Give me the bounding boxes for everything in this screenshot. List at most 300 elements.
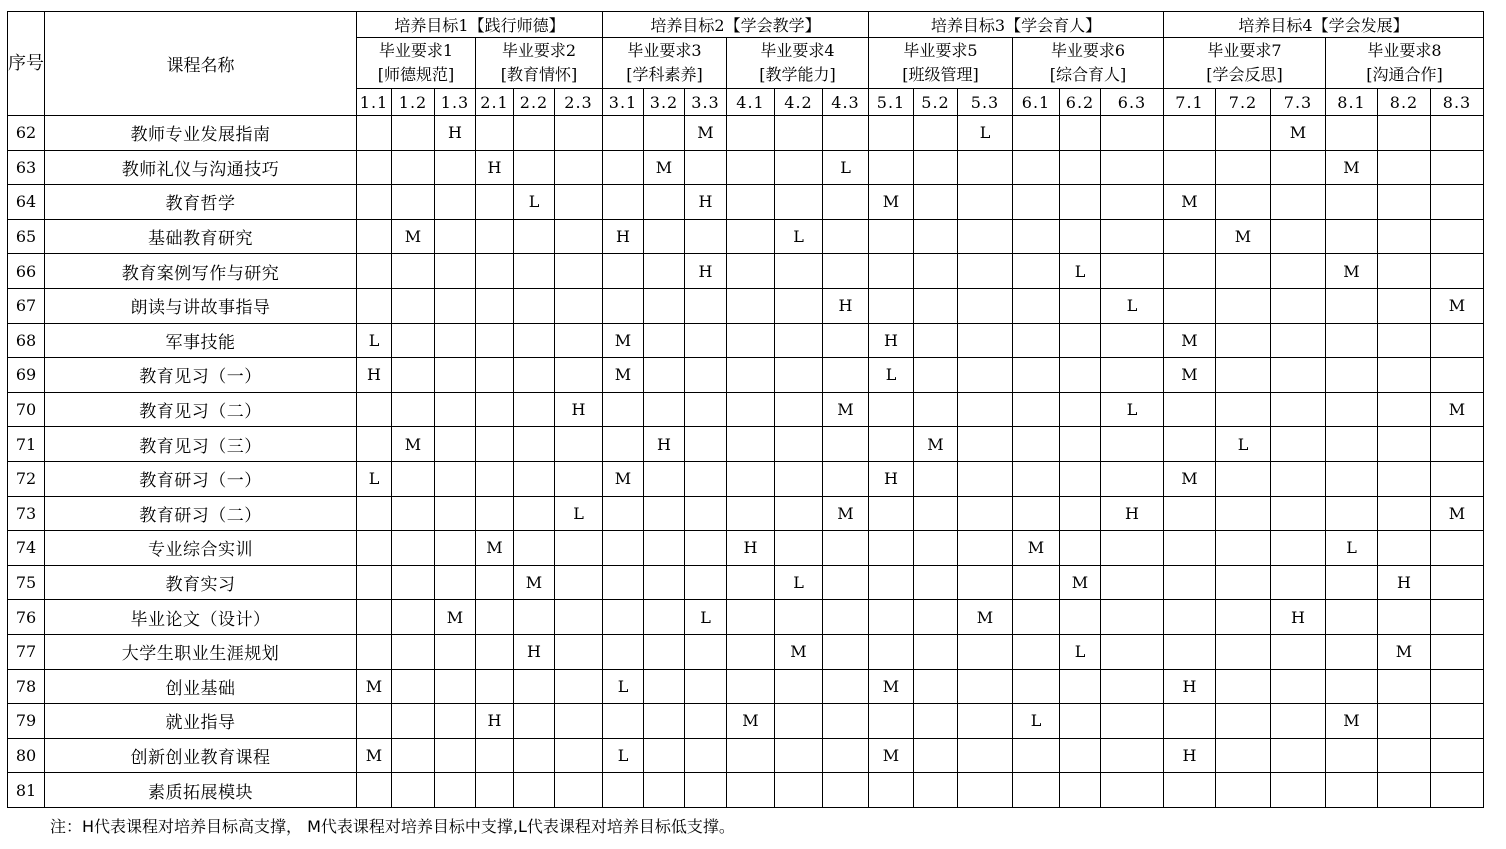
table-row [8, 461, 1484, 496]
support-level-cell [727, 254, 775, 289]
support-level-cell [914, 116, 958, 151]
indicator-point-header: 7.1 [1164, 89, 1216, 116]
support-level-cell [914, 634, 958, 669]
support-level-cell [1013, 150, 1060, 185]
support-level-cell [1216, 461, 1271, 496]
support-level-cell [644, 254, 685, 289]
support-level-cell [1378, 358, 1431, 393]
support-level-cell [914, 358, 958, 393]
support-level-cell [1216, 773, 1271, 808]
support-level-cell [392, 531, 435, 566]
support-level-cell [514, 392, 555, 427]
support-level-cell [958, 254, 1013, 289]
support-level-cell: H [869, 323, 914, 358]
support-level-cell [823, 427, 869, 462]
support-level-cell [392, 392, 435, 427]
support-level-cell: L [1101, 392, 1164, 427]
support-level-cell [1271, 496, 1326, 531]
support-level-cell [869, 219, 914, 254]
support-level-cell: L [775, 219, 823, 254]
support-level-cell [1326, 496, 1378, 531]
support-level-cell [727, 427, 775, 462]
support-level-cell [476, 185, 514, 220]
support-level-cell [555, 219, 603, 254]
support-level-cell [555, 600, 603, 635]
indicator-point-header: 6.2 [1060, 89, 1101, 116]
support-level-cell [476, 600, 514, 635]
support-level-cell [435, 185, 476, 220]
requirement-header [357, 38, 476, 89]
support-level-cell [685, 669, 727, 704]
support-level-cell: H [685, 185, 727, 220]
support-level-cell [1216, 185, 1271, 220]
support-level-cell [435, 634, 476, 669]
support-level-cell: M [392, 219, 435, 254]
support-level-cell [958, 392, 1013, 427]
support-level-cell [555, 358, 603, 393]
support-level-cell: L [775, 565, 823, 600]
support-level-cell [869, 288, 914, 323]
support-level-cell [392, 150, 435, 185]
support-level-cell [685, 738, 727, 773]
support-level-cell: M [1378, 634, 1431, 669]
support-level-cell [555, 531, 603, 566]
support-level-cell [514, 254, 555, 289]
support-level-cell [644, 392, 685, 427]
support-level-cell [357, 600, 392, 635]
support-level-cell [1431, 634, 1484, 669]
course-name: 教育哲学 [45, 185, 357, 220]
support-level-cell [1378, 150, 1431, 185]
support-level-cell [958, 358, 1013, 393]
support-level-cell [514, 358, 555, 393]
support-level-cell [603, 150, 644, 185]
row-number: 71 [8, 427, 45, 462]
support-level-cell [823, 254, 869, 289]
course-name: 素质拓展模块 [45, 773, 357, 808]
indicator-point-header: 6.1 [1013, 89, 1060, 116]
support-level-cell [1013, 116, 1060, 151]
support-level-cell [1431, 738, 1484, 773]
support-level-cell [514, 427, 555, 462]
support-level-cell [685, 773, 727, 808]
course-name: 教育研习（一） [45, 461, 357, 496]
support-level-cell [555, 427, 603, 462]
support-level-cell: H [1378, 565, 1431, 600]
support-level-cell [392, 565, 435, 600]
support-level-cell [869, 150, 914, 185]
course-name: 教育见习（一） [45, 358, 357, 393]
support-level-cell [1326, 358, 1378, 393]
support-level-cell [392, 738, 435, 773]
support-level-cell [1431, 704, 1484, 739]
support-level-cell [823, 185, 869, 220]
support-level-cell [555, 323, 603, 358]
support-level-cell [435, 392, 476, 427]
support-level-cell [1431, 219, 1484, 254]
support-level-cell [644, 531, 685, 566]
support-level-cell [869, 116, 914, 151]
support-level-cell: L [685, 600, 727, 635]
support-level-cell [1378, 323, 1431, 358]
support-level-cell [603, 288, 644, 323]
support-level-cell [914, 600, 958, 635]
support-level-cell [869, 254, 914, 289]
support-level-cell [727, 738, 775, 773]
support-level-cell [392, 669, 435, 704]
support-level-cell [1431, 600, 1484, 635]
support-level-cell [1271, 392, 1326, 427]
support-level-cell [514, 773, 555, 808]
indicator-point-header: 8.2 [1378, 89, 1431, 116]
requirement-header [1326, 38, 1484, 89]
support-level-cell [958, 669, 1013, 704]
support-level-cell [685, 288, 727, 323]
requirement-header [603, 38, 727, 89]
table-row [8, 323, 1484, 358]
support-level-cell [435, 254, 476, 289]
support-level-cell: H [357, 358, 392, 393]
support-level-cell [392, 704, 435, 739]
course-name: 创业基础 [45, 669, 357, 704]
support-level-cell [1101, 116, 1164, 151]
goal-header: 培养目标3【学会育人】 [869, 12, 1164, 38]
indicator-point-header: 6.3 [1101, 89, 1164, 116]
support-level-cell [1271, 185, 1326, 220]
support-level-cell [603, 254, 644, 289]
support-level-cell [1216, 669, 1271, 704]
support-level-cell: M [869, 185, 914, 220]
support-level-cell [1060, 531, 1101, 566]
support-level-cell [823, 219, 869, 254]
support-level-cell [1326, 600, 1378, 635]
support-level-cell [1164, 219, 1216, 254]
requirement-header [869, 38, 1013, 89]
support-level-cell [1060, 600, 1101, 635]
support-level-cell [1431, 565, 1484, 600]
support-level-cell [727, 116, 775, 151]
support-level-cell [555, 461, 603, 496]
support-level-cell [1326, 288, 1378, 323]
support-level-cell: M [1013, 531, 1060, 566]
row-number: 70 [8, 392, 45, 427]
support-level-cell [775, 254, 823, 289]
support-level-cell [1271, 461, 1326, 496]
support-level-cell [644, 669, 685, 704]
support-level-cell [435, 738, 476, 773]
requirement-subtitle: [沟通合作] [1366, 65, 1443, 84]
support-level-cell [685, 150, 727, 185]
table-row [8, 565, 1484, 600]
support-level-cell: L [958, 116, 1013, 151]
support-level-cell [1013, 461, 1060, 496]
requirement-subtitle: [学会反思] [1206, 65, 1283, 84]
support-level-cell [476, 219, 514, 254]
support-level-cell [1271, 531, 1326, 566]
support-level-cell: M [914, 427, 958, 462]
support-level-cell [958, 565, 1013, 600]
support-level-cell [1326, 116, 1378, 151]
support-level-cell [514, 461, 555, 496]
support-level-cell [727, 461, 775, 496]
support-level-cell [357, 704, 392, 739]
support-level-cell [603, 600, 644, 635]
support-level-cell [435, 669, 476, 704]
support-level-cell [555, 669, 603, 704]
seq-header: 序号 [8, 12, 45, 116]
support-level-cell [644, 704, 685, 739]
support-level-cell [823, 461, 869, 496]
support-level-cell [476, 773, 514, 808]
support-level-cell [476, 461, 514, 496]
support-level-cell: H [644, 427, 685, 462]
support-level-cell [1013, 185, 1060, 220]
support-level-cell: M [727, 704, 775, 739]
support-level-cell: M [435, 600, 476, 635]
support-level-cell [1013, 738, 1060, 773]
support-level-cell [1326, 669, 1378, 704]
support-level-cell: L [603, 738, 644, 773]
table-row [8, 392, 1484, 427]
support-level-cell [1216, 150, 1271, 185]
support-level-cell [357, 531, 392, 566]
support-level-cell: M [644, 150, 685, 185]
legend-note: 注：H代表课程对培养目标高支撑， M代表课程对培养目标中支撑,L代表课程对培养目标低支撑。 [50, 817, 735, 836]
support-level-cell [1271, 773, 1326, 808]
course-name: 创新创业教育课程 [45, 738, 357, 773]
support-level-cell [1164, 704, 1216, 739]
support-level-cell [514, 219, 555, 254]
support-level-cell [1013, 392, 1060, 427]
support-level-cell [644, 600, 685, 635]
support-level-cell [392, 185, 435, 220]
table-row [8, 600, 1484, 635]
support-level-cell [1164, 288, 1216, 323]
support-level-cell [727, 185, 775, 220]
support-level-cell [775, 496, 823, 531]
row-number: 74 [8, 531, 45, 566]
indicator-point-header: 5.3 [958, 89, 1013, 116]
support-level-cell [1013, 600, 1060, 635]
support-level-cell [435, 704, 476, 739]
row-number: 79 [8, 704, 45, 739]
support-level-cell [1431, 254, 1484, 289]
support-level-cell [555, 634, 603, 669]
support-level-cell [1271, 323, 1326, 358]
support-level-cell [775, 116, 823, 151]
support-level-cell [1013, 427, 1060, 462]
support-level-cell [644, 565, 685, 600]
support-level-cell [1164, 150, 1216, 185]
row-number: 77 [8, 634, 45, 669]
support-level-cell [1326, 461, 1378, 496]
support-level-cell: H [727, 531, 775, 566]
support-level-cell [914, 323, 958, 358]
support-level-cell [357, 773, 392, 808]
support-level-cell [1060, 738, 1101, 773]
support-level-cell [727, 565, 775, 600]
support-level-cell [823, 531, 869, 566]
support-level-cell [1013, 358, 1060, 393]
support-level-cell [1216, 600, 1271, 635]
support-level-cell [476, 254, 514, 289]
support-level-cell [727, 323, 775, 358]
support-level-cell: L [823, 150, 869, 185]
support-level-cell [514, 116, 555, 151]
support-level-cell [1164, 531, 1216, 566]
support-level-cell [1378, 773, 1431, 808]
support-level-cell [1326, 565, 1378, 600]
support-level-cell [1164, 773, 1216, 808]
support-level-cell: M [476, 531, 514, 566]
support-level-cell [514, 738, 555, 773]
course-name: 军事技能 [45, 323, 357, 358]
support-level-cell [357, 288, 392, 323]
support-level-cell [727, 219, 775, 254]
support-level-cell [685, 496, 727, 531]
support-level-cell [1431, 461, 1484, 496]
support-level-cell [914, 496, 958, 531]
support-level-cell [775, 669, 823, 704]
course-name: 朗读与讲故事指导 [45, 288, 357, 323]
support-level-cell [685, 634, 727, 669]
support-level-cell [1378, 461, 1431, 496]
support-level-cell [514, 150, 555, 185]
indicator-point-header: 1.2 [392, 89, 435, 116]
support-level-cell [603, 565, 644, 600]
row-number: 81 [8, 773, 45, 808]
requirement-subtitle: [教学能力] [759, 65, 836, 84]
support-level-cell [823, 704, 869, 739]
support-level-cell [1164, 392, 1216, 427]
support-level-cell [775, 185, 823, 220]
support-level-cell [727, 669, 775, 704]
support-level-cell [1101, 738, 1164, 773]
support-level-cell [914, 531, 958, 566]
support-level-cell [1431, 150, 1484, 185]
support-level-cell [435, 323, 476, 358]
support-level-cell [1378, 427, 1431, 462]
support-level-cell [1101, 773, 1164, 808]
support-level-cell: H [476, 150, 514, 185]
course-name: 就业指导 [45, 704, 357, 739]
goal-header: 培养目标2【学会教学】 [603, 12, 869, 38]
support-level-cell [1101, 358, 1164, 393]
support-level-cell [392, 773, 435, 808]
support-level-cell [1431, 116, 1484, 151]
table-row [8, 634, 1484, 669]
table-row [8, 288, 1484, 323]
support-level-cell [1271, 738, 1326, 773]
support-level-cell [1013, 496, 1060, 531]
support-level-cell [1060, 669, 1101, 704]
table-row [8, 704, 1484, 739]
support-level-cell [392, 600, 435, 635]
support-level-cell [476, 634, 514, 669]
support-level-cell [1013, 323, 1060, 358]
support-level-cell [823, 116, 869, 151]
support-level-cell [958, 185, 1013, 220]
support-level-cell [958, 427, 1013, 462]
support-level-cell [823, 669, 869, 704]
support-level-cell [1378, 219, 1431, 254]
table-row [8, 116, 1484, 151]
support-level-cell [1013, 254, 1060, 289]
support-level-cell [775, 773, 823, 808]
support-level-cell [392, 461, 435, 496]
indicator-point-header: 8.3 [1431, 89, 1484, 116]
support-level-cell [869, 392, 914, 427]
support-level-cell [685, 565, 727, 600]
course-name: 教育见习（三） [45, 427, 357, 462]
table-row [8, 496, 1484, 531]
support-level-cell [685, 427, 727, 462]
requirement-subtitle: [教育情怀] [500, 65, 578, 84]
support-level-cell [1378, 185, 1431, 220]
support-level-cell: H [555, 392, 603, 427]
row-number: 73 [8, 496, 45, 531]
support-level-cell [1216, 634, 1271, 669]
support-level-cell [1216, 496, 1271, 531]
support-level-cell: M [1060, 565, 1101, 600]
support-level-cell [644, 773, 685, 808]
course-name: 教育实习 [45, 565, 357, 600]
support-level-cell [644, 323, 685, 358]
indicator-point-header: 3.3 [685, 89, 727, 116]
support-level-cell: M [869, 669, 914, 704]
support-level-cell [357, 254, 392, 289]
support-level-cell [914, 219, 958, 254]
support-level-cell [1101, 565, 1164, 600]
support-level-cell [1101, 600, 1164, 635]
support-level-cell [644, 288, 685, 323]
support-level-cell [869, 600, 914, 635]
table-row [8, 669, 1484, 704]
support-level-cell [823, 565, 869, 600]
support-level-cell [823, 323, 869, 358]
support-level-cell [1378, 496, 1431, 531]
support-level-cell [685, 358, 727, 393]
support-level-cell [644, 116, 685, 151]
support-level-cell [1431, 773, 1484, 808]
support-level-cell: M [1164, 461, 1216, 496]
support-level-cell [476, 669, 514, 704]
support-level-cell [1013, 288, 1060, 323]
support-level-cell [1060, 116, 1101, 151]
support-level-cell [914, 461, 958, 496]
support-level-cell [1378, 600, 1431, 635]
support-level-cell [727, 358, 775, 393]
row-number: 68 [8, 323, 45, 358]
support-level-cell [775, 738, 823, 773]
support-level-cell: M [357, 669, 392, 704]
support-level-cell [958, 738, 1013, 773]
indicator-point-header: 4.1 [727, 89, 775, 116]
support-level-cell [1013, 219, 1060, 254]
course-name: 教育研习（二） [45, 496, 357, 531]
table-row [8, 427, 1484, 462]
support-level-cell [357, 150, 392, 185]
support-level-cell [685, 219, 727, 254]
support-level-cell [514, 323, 555, 358]
support-level-cell [435, 461, 476, 496]
support-level-cell: H [1271, 600, 1326, 635]
support-level-cell [1060, 358, 1101, 393]
indicator-point-header: 2.2 [514, 89, 555, 116]
support-level-cell [476, 358, 514, 393]
support-level-cell [555, 773, 603, 808]
support-level-cell [514, 704, 555, 739]
